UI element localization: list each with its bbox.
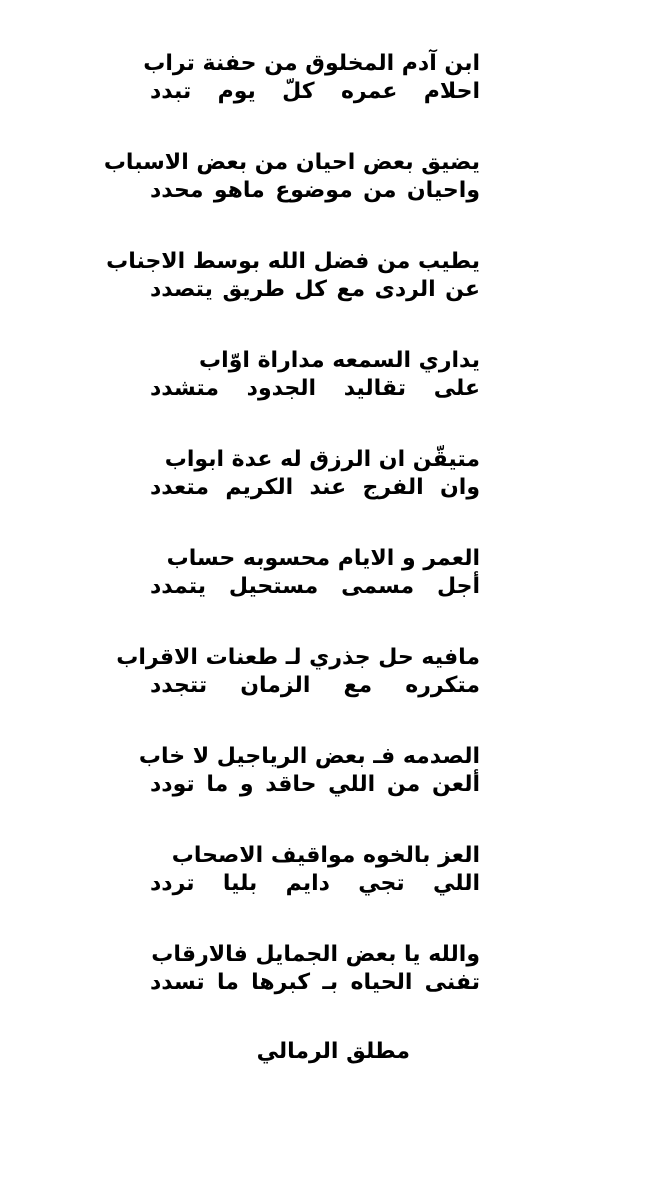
verse-second-line: عن الردى مع كل طريق يتصدد [150, 277, 480, 302]
stanza [150, 545, 480, 601]
stanza [150, 842, 480, 898]
verse-first-line: العمر و الايام محسوبه حساب [166, 546, 480, 571]
verse-first-line: يداري السمعه مداراة اوّاب [199, 348, 480, 373]
poet-signature: مطلق الرمالي [256, 1039, 410, 1064]
verse-first-line: مافيه حل جذري لـ طعنات الاقراب [116, 645, 480, 670]
verse-second-line: اللي تجي دايم بليا تردد [150, 871, 480, 896]
stanza [106, 248, 480, 304]
verse-second-line: وان الفرج عند الكريم متعدد [150, 475, 480, 500]
stanza [103, 149, 480, 205]
verse-first-line: متيقّن ان الرزق له عدة ابواب [164, 447, 480, 472]
stanza [116, 644, 480, 700]
verse-first-line: والله يا بعض الجمايل فالارقاب [151, 942, 480, 967]
verse-second-line: ألعن من اللي حاقد و ما تودد [150, 772, 480, 797]
verse-second-line: تفنى الحياه بـ كبرها ما تسدد [150, 970, 480, 995]
verse-first-line: العز بالخوه مواقيف الاصحاب [171, 843, 480, 868]
verse-first-line: ابن آدم المخلوق من حفنة تراب [143, 51, 480, 76]
verse-first-line: الصدمه فـ بعض الرياجيل لا خاب [138, 744, 480, 769]
verse-first-line: يطيب من فضل الله بوسط الاجناب [106, 249, 480, 274]
poem [103, 50, 480, 1066]
stanza [150, 446, 480, 502]
stanza [150, 941, 480, 997]
verse-second-line: على تقاليد الجدود متشدد [150, 376, 480, 401]
verse-second-line: متكرره مع الزمان تتجدد [150, 673, 480, 698]
stanza [143, 50, 480, 106]
stanza [138, 743, 480, 799]
verse-second-line: واحيان من موضوع ماهو محدد [150, 178, 480, 203]
verse-second-line: احلام عمره كلّ يوم تبدد [150, 79, 480, 104]
verse-first-line: يضيق بعض احيان من بعض الاسباب [103, 150, 480, 175]
verse-second-line: أجل مسمى مستحيل يتمدد [150, 574, 480, 599]
stanza [150, 347, 480, 403]
